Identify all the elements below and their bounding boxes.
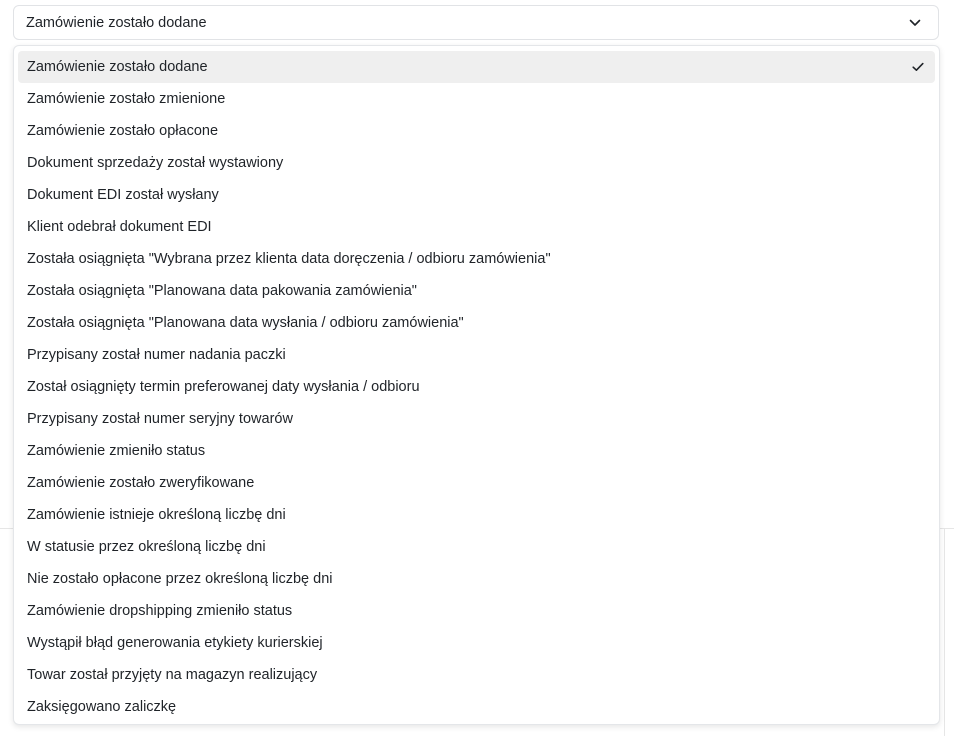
option-customer-delivery-date-reached[interactable]: [18, 243, 935, 275]
background-border: [944, 528, 945, 736]
option-label: Zaksięgowano zaliczkę: [27, 699, 177, 715]
option-order-added[interactable]: [18, 51, 935, 83]
option-label: Została osiągnięta "Wybrana przez klienta data doręczenia / odbioru zamówienia": [27, 251, 551, 267]
option-tracking-number-assigned[interactable]: [18, 339, 935, 371]
event-select-dropdown: [13, 45, 940, 725]
option-label: Została osiągnięta "Planowana data wysłania / odbioru zamówienia": [27, 315, 464, 331]
option-courier-label-error[interactable]: [18, 627, 935, 659]
chevron-down-icon[interactable]: [908, 16, 922, 30]
option-label: Przypisany został numer nadania paczki: [27, 347, 286, 363]
option-sales-document-issued[interactable]: [18, 147, 935, 179]
option-advance-posted[interactable]: [18, 691, 935, 723]
option-serial-number-assigned[interactable]: [18, 403, 935, 435]
option-order-exists-days[interactable]: [18, 499, 935, 531]
option-label: W statusie przez określoną liczbę dni: [27, 539, 266, 555]
option-order-changed[interactable]: [18, 83, 935, 115]
option-order-paid[interactable]: [18, 115, 935, 147]
option-label: Zamówienie zmieniło status: [27, 443, 206, 459]
event-select[interactable]: [13, 5, 939, 40]
event-select-value: Zamówienie zostało dodane: [26, 14, 207, 31]
background-divider: [0, 528, 14, 529]
option-label: Klient odebrał dokument EDI: [27, 219, 212, 235]
option-label: Zamówienie istnieje określoną liczbę dni: [27, 507, 286, 523]
option-label: Zamówienie dropshipping zmieniło status: [27, 603, 293, 619]
option-label: Została osiągnięta "Planowana data pakowania zamówienia": [27, 283, 417, 299]
option-label: Zamówienie zostało opłacone: [27, 123, 219, 139]
option-planned-shipping-date-reached[interactable]: [18, 307, 935, 339]
option-label: Dokument EDI został wysłany: [27, 187, 219, 203]
option-label: Został osiągnięty termin preferowanej daty wysłania / odbioru: [27, 379, 420, 395]
option-goods-received-warehouse[interactable]: [18, 659, 935, 691]
option-label: Wystąpił błąd generowania etykiety kurierskiej: [27, 635, 323, 651]
check-icon: [911, 60, 925, 74]
option-label: Zamówienie zostało zmienione: [27, 91, 226, 107]
option-label: Dokument sprzedaży został wystawiony: [27, 155, 284, 171]
option-label: Nie zostało opłacone przez określoną liczbę dni: [27, 571, 333, 587]
option-planned-packing-date-reached[interactable]: [18, 275, 935, 307]
option-edi-document-received[interactable]: [18, 211, 935, 243]
option-status-changed[interactable]: [18, 435, 935, 467]
option-preferred-date-reached[interactable]: [18, 371, 935, 403]
option-label: Zamówienie zostało dodane: [27, 59, 208, 75]
option-unpaid-days[interactable]: [18, 563, 935, 595]
option-label: Przypisany został numer seryjny towarów: [27, 411, 293, 427]
option-edi-document-sent[interactable]: [18, 179, 935, 211]
option-label: Zamówienie zostało zweryfikowane: [27, 475, 255, 491]
option-dropshipping-status-changed[interactable]: [18, 595, 935, 627]
option-in-status-days[interactable]: [18, 531, 935, 563]
option-order-verified[interactable]: [18, 467, 935, 499]
option-label: Towar został przyjęty na magazyn realizujący: [27, 667, 318, 683]
background-divider: [940, 528, 954, 529]
